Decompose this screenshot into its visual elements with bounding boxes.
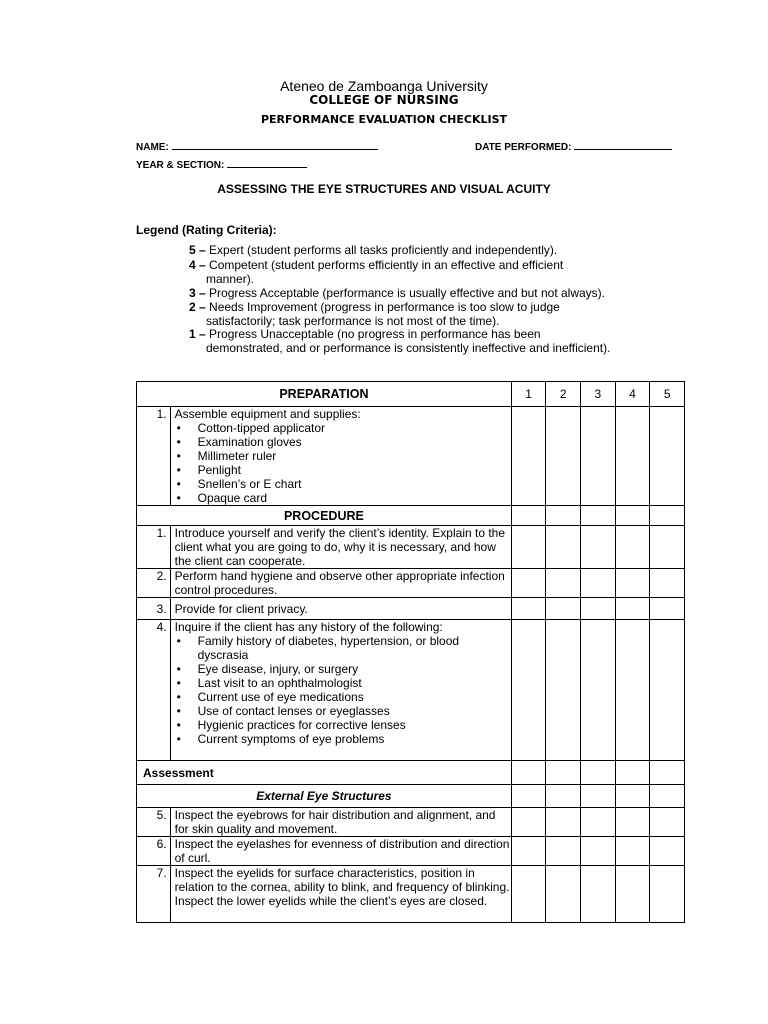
score-cell[interactable] xyxy=(615,620,650,761)
legend-item-2: 2 – Needs Improvement (progress in performance is too slow to judge satisfactorily; task performance is not most of the time). xyxy=(189,300,560,328)
score-cell[interactable] xyxy=(615,407,650,506)
list-item: • Opaque card xyxy=(175,491,511,505)
item-text: Inquire if the client has any history of the following: xyxy=(174,620,443,634)
list-item: • Penlight xyxy=(175,463,511,477)
score-cell[interactable] xyxy=(581,598,616,620)
external-eye-header: External Eye Structures xyxy=(137,785,512,808)
score-cell[interactable] xyxy=(546,598,581,620)
legend-num: 2 – xyxy=(189,300,206,314)
bullet-list xyxy=(175,634,511,746)
table-row xyxy=(137,785,685,808)
legend-item-4: 4 – Competent (student performs efficiently in an effective and efficient manner). xyxy=(189,258,564,286)
name-blank[interactable] xyxy=(172,140,378,150)
score-cell xyxy=(546,761,581,785)
preparation-header: PREPARATION xyxy=(137,382,512,407)
score-cell xyxy=(581,506,616,526)
name-label: NAME: xyxy=(136,142,169,153)
item-text: Inspect the eyebrows for hair distribution and alignment, and for skin quality and movement. xyxy=(170,808,511,837)
score-cell xyxy=(650,785,685,808)
score-cell[interactable] xyxy=(546,866,581,923)
score-cell[interactable] xyxy=(650,526,685,569)
item-text: Assemble equipment and supplies: xyxy=(174,407,361,421)
legend-title: Legend (Rating Criteria): xyxy=(136,223,277,237)
legend-num: 3 – xyxy=(189,286,206,300)
table-header-row xyxy=(137,382,685,407)
score-cell[interactable] xyxy=(650,569,685,598)
table-row: 4. Inquire if the client has any history of the following: • Family history of diabetes, hypertension, or blood dyscrasia • Eye disease, injury, or surgery • Last visit to an ophthalmologist • Current use of eye medications • Use of contact lenses or eyeglasses • Hygienic practices for corrective lenses • Current symptoms of eye problems xyxy=(137,620,685,761)
score-cell xyxy=(511,785,546,808)
score-cell[interactable] xyxy=(546,620,581,761)
evaluation-table xyxy=(136,381,685,923)
score-cell xyxy=(511,761,546,785)
bullet-list xyxy=(175,421,511,505)
score-header-5: 5 xyxy=(650,382,685,407)
table-row: 2. Perform hand hygiene and observe other appropriate infection control procedures. xyxy=(137,569,685,598)
item-text: Inspect the eyelashes for evenness of distribution and direction of curl. xyxy=(170,837,511,866)
list-item: • Last visit to an ophthalmologist xyxy=(175,676,511,690)
score-cell xyxy=(615,761,650,785)
list-item: • Hygienic practices for corrective lenses xyxy=(175,718,511,732)
list-item: • Millimeter ruler xyxy=(175,449,511,463)
score-cell xyxy=(615,506,650,526)
legend-item-3: 3 – Progress Acceptable (performance is usually effective and but not always). xyxy=(189,286,606,300)
list-item: • Cotton-tipped applicator xyxy=(175,421,511,435)
score-cell[interactable] xyxy=(615,866,650,923)
checklist-title: PERFORMANCE EVALUATION CHECKLIST xyxy=(260,113,508,126)
score-cell[interactable] xyxy=(650,808,685,837)
score-cell xyxy=(581,761,616,785)
score-cell[interactable] xyxy=(511,808,546,837)
score-cell[interactable] xyxy=(615,837,650,866)
year-section-field[interactable] xyxy=(136,158,307,171)
score-cell[interactable] xyxy=(511,407,546,506)
list-item: • Examination gloves xyxy=(175,435,511,449)
table-row: 3. Provide for client privacy. xyxy=(137,598,685,620)
legend-num: 4 – xyxy=(189,258,206,272)
table-row: 5. Inspect the eyebrows for hair distribution and alignment, and for skin quality and movement. xyxy=(137,808,685,837)
table-row: 6. Inspect the eyelashes for evenness of distribution and direction of curl. xyxy=(137,837,685,866)
score-cell[interactable] xyxy=(615,808,650,837)
university-name: Ateneo de Zamboanga University xyxy=(280,78,488,94)
name-field[interactable] xyxy=(136,140,378,153)
list-item: • Use of contact lenses or eyeglasses xyxy=(175,704,511,718)
item-text: Perform hand hygiene and observe other appropriate infection control procedures. xyxy=(170,569,511,598)
score-header-1: 1 xyxy=(511,382,546,407)
score-cell[interactable] xyxy=(511,866,546,923)
legend-num: 1 – xyxy=(189,327,206,341)
score-cell xyxy=(650,761,685,785)
score-cell[interactable] xyxy=(511,569,546,598)
college-name: COLLEGE OF NURSING xyxy=(309,93,459,107)
score-cell[interactable] xyxy=(650,837,685,866)
document-title: ASSESSING THE EYE STRUCTURES AND VISUAL ACUITY xyxy=(217,182,551,196)
date-field[interactable] xyxy=(475,140,672,153)
score-header-4: 4 xyxy=(615,382,650,407)
score-header-2: 2 xyxy=(546,382,581,407)
year-blank[interactable] xyxy=(227,158,307,168)
legend-item-1: 1 – Progress Unacceptable (no progress in performance has been demonstrated, and or performance is consistently ineffective and inefficient). xyxy=(189,327,611,355)
table-row: 7. Inspect the eyelids for surface characteristics, position in relation to the cornea, ability to blink, and frequency of blinking. Inspect the lower eyelids while the client’s eyes are closed. xyxy=(137,866,685,923)
score-cell[interactable] xyxy=(581,526,616,569)
score-cell[interactable] xyxy=(511,598,546,620)
score-cell[interactable] xyxy=(581,407,616,506)
score-cell[interactable] xyxy=(615,598,650,620)
score-cell xyxy=(615,785,650,808)
year-label: YEAR & SECTION: xyxy=(136,160,225,171)
score-cell[interactable] xyxy=(546,569,581,598)
score-cell[interactable] xyxy=(546,837,581,866)
score-cell[interactable] xyxy=(581,620,616,761)
assessment-header: Assessment xyxy=(137,761,512,785)
table-row: 1. Introduce yourself and verify the client’s identity. Explain to the client what you are going to do, why it is necessary, and how the client can cooperate. xyxy=(137,526,685,569)
list-item: • Current symptoms of eye problems xyxy=(175,732,511,746)
score-cell xyxy=(581,785,616,808)
score-cell[interactable] xyxy=(581,866,616,923)
score-cell[interactable] xyxy=(650,407,685,506)
score-cell[interactable] xyxy=(546,407,581,506)
list-item: • Current use of eye medications xyxy=(175,690,511,704)
score-cell[interactable] xyxy=(546,808,581,837)
score-cell[interactable] xyxy=(615,569,650,598)
score-cell[interactable] xyxy=(511,526,546,569)
table-row xyxy=(137,761,685,785)
legend-num: 5 – xyxy=(189,243,206,257)
score-cell[interactable] xyxy=(650,620,685,761)
score-cell[interactable] xyxy=(511,837,546,866)
date-label: DATE PERFORMED: xyxy=(475,142,572,153)
score-cell[interactable] xyxy=(650,598,685,620)
score-cell[interactable] xyxy=(650,866,685,923)
score-cell[interactable] xyxy=(615,526,650,569)
table-row xyxy=(137,506,685,526)
score-cell xyxy=(546,506,581,526)
item-text: Inspect the eyelids for surface characteristics, position in relation to the cornea, ability to blink, and frequency of blinking. Inspect the lower eyelids while the client’s eyes are closed. xyxy=(170,866,511,923)
list-item: • Family history of diabetes, hypertension, or blood dyscrasia xyxy=(175,634,511,662)
score-header-3: 3 xyxy=(581,382,616,407)
score-cell xyxy=(546,785,581,808)
score-cell[interactable] xyxy=(581,837,616,866)
date-blank[interactable] xyxy=(574,140,672,150)
score-cell xyxy=(511,506,546,526)
item-text: Provide for client privacy. xyxy=(170,598,511,620)
legend-item-5: 5 – Expert (student performs all tasks proficiently and independently). xyxy=(189,243,558,257)
score-cell[interactable] xyxy=(511,620,546,761)
list-item: • Eye disease, injury, or surgery xyxy=(175,662,511,676)
score-cell[interactable] xyxy=(581,808,616,837)
score-cell[interactable] xyxy=(546,526,581,569)
table-row: 1. Assemble equipment and supplies: • Cotton-tipped applicator • Examination gloves • Millimeter ruler • Penlight • Snellen’s or E chart • Opaque card xyxy=(137,407,685,506)
procedure-header: PROCEDURE xyxy=(137,506,512,526)
score-cell xyxy=(650,506,685,526)
score-cell[interactable] xyxy=(581,569,616,598)
item-text: Introduce yourself and verify the client’s identity. Explain to the client what you are going to do, why it is necessary, and how the client can cooperate. xyxy=(170,526,511,569)
list-item: • Snellen’s or E chart xyxy=(175,477,511,491)
